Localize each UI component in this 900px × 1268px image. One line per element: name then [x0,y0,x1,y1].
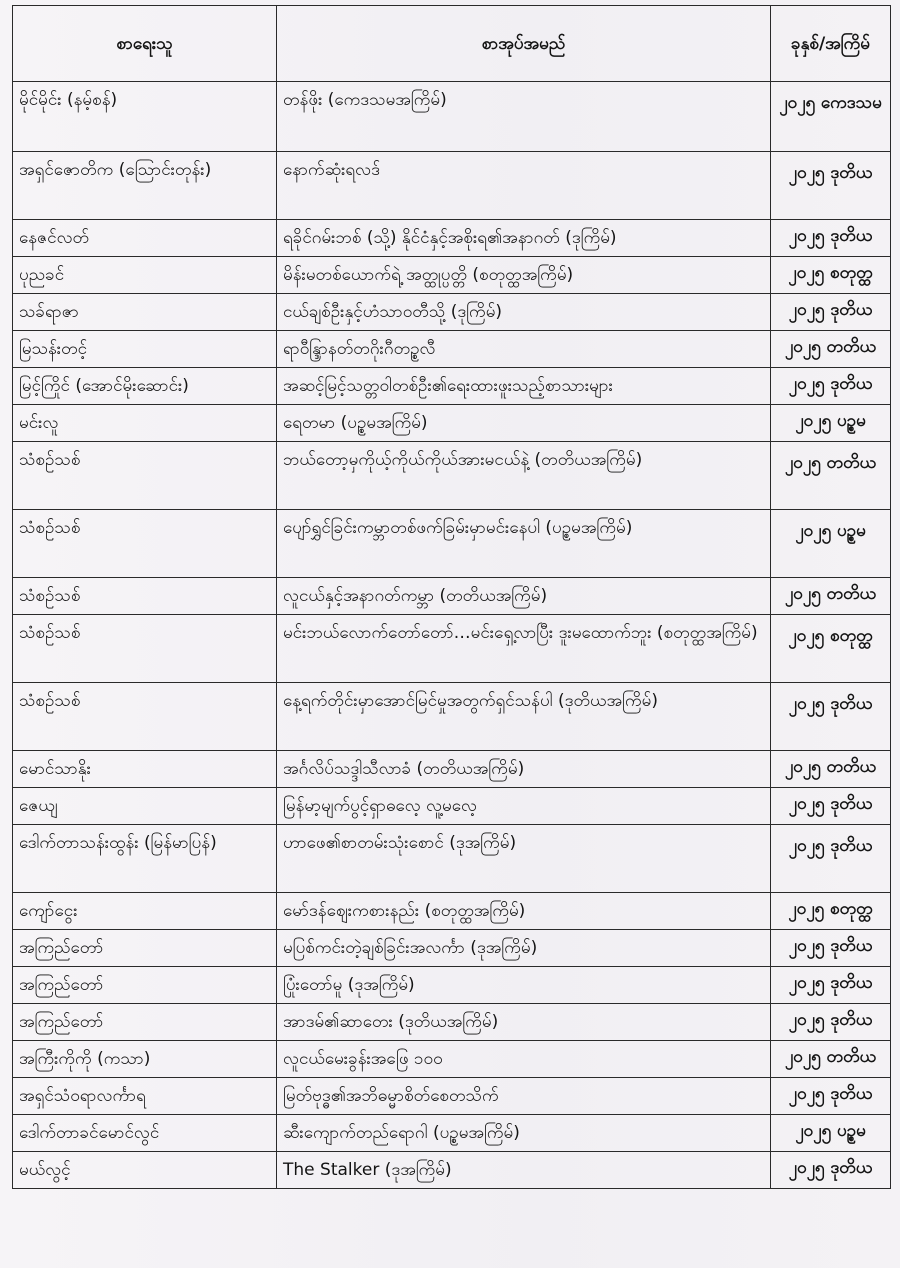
cell-title: မြန်မာ့မျက်ပွင့်ရှာဓလေ့ လူ့မလေ့ [277,788,771,825]
cell-edition: ၂၀၂၅ တတိယ [771,442,891,510]
cell-edition: ၂၀၂၅ တတိယ [771,578,891,615]
cell-author: မြင့်ကြိုင် (အောင်မိုးဆောင်း) [13,368,277,405]
cell-author: အရှင်ဇောတိက (သြောင်းတုန်း) [13,152,277,220]
cell-author: အကြီးကိုကို (ကသာ) [13,1041,277,1078]
cell-edition: ၂၀၂၅ ဒုတိယ [771,368,891,405]
cell-author: အကြည်တော် [13,967,277,1004]
cell-author: ဇေယျ [13,788,277,825]
cell-title: မိန်းမတစ်ယောက်ရဲ့ အတ္ထုပ္ပတ္တိ (စတုတ္ထအကြိမ်) [277,257,771,294]
table-row [13,1152,891,1189]
table-row [13,683,891,751]
book-list-table [12,5,891,1189]
header-author: စာရေးသူ [13,6,277,82]
cell-edition: ၂၀၂၅ ကေဒသမ [771,82,891,152]
cell-author: မောင်သာနိုး [13,751,277,788]
header-title: စာအုပ်အမည် [277,6,771,82]
cell-title: ရာဝီန္ဒြာနတ်တဂိုးဂီတဥ္စလီ [277,331,771,368]
cell-author: သခ်ရာဇာ [13,294,277,331]
cell-edition: ၂၀၂၅ ဒုတိယ [771,683,891,751]
table-row [13,257,891,294]
table-row [13,510,891,578]
cell-author: အရှင်သံဝရာလင်္ကာရ [13,1078,277,1115]
table-row [13,294,891,331]
cell-title: နောက်ဆုံးရလဒ် [277,152,771,220]
cell-author: သံစဉ်သစ် [13,683,277,751]
cell-edition: ၂၀၂၅ ဒုတိယ [771,152,891,220]
table-row [13,220,891,257]
cell-author: သံစဉ်သစ် [13,578,277,615]
table-row [13,331,891,368]
cell-title: နေ့ရက်တိုင်းမှာအောင်မြင်မှုအတွက်ရှင်သန်ပါ (ဒုတိယအကြိမ်) [277,683,771,751]
cell-title: The Stalker (ဒုအကြိမ်) [277,1152,771,1189]
cell-author: အကြည်တော် [13,930,277,967]
cell-title: ပြုံးတော်မူ (ဒုအကြိမ်) [277,967,771,1004]
table-row [13,1004,891,1041]
cell-title: ပျော်ရွှင်ခြင်းကမ္ဘာတစ်ဖက်ခြမ်းမှာမင်းနေပါ (ပဥ္စမအကြိမ်) [277,510,771,578]
cell-edition: ၂၀၂၅ စတုတ္ထ [771,893,891,930]
table-row [13,788,891,825]
cell-author: သံစဉ်သစ် [13,442,277,510]
table-row [13,751,891,788]
table-row [13,825,891,893]
cell-edition: ၂၀၂၅ ဒုတိယ [771,1152,891,1189]
cell-title: လူငယ်နှင့်အနာဂတ်ကမ္ဘာ (တတိယအကြိမ်) [277,578,771,615]
table-row [13,1078,891,1115]
cell-edition: ၂၀၂၅ ဒုတိယ [771,825,891,893]
table-header-row [13,6,891,82]
cell-title: ရခိုင်ဂမ်းဘစ် (သို့) နိုင်ငံနှင့်အစိုးရ၏အနာဂတ် (ဒုကြိမ်) [277,220,771,257]
cell-edition: ၂၀၂၅ စတုတ္ထ [771,257,891,294]
cell-edition: ၂၀၂၅ ဒုတိယ [771,788,891,825]
table-row [13,442,891,510]
table-row [13,615,891,683]
cell-title: မပြစ်ကင်းတဲ့ချစ်ခြင်းအလင်္ကာ (ဒုအကြိမ်) [277,930,771,967]
cell-author: မိုင်မိုင်း (နမ့်စန်) [13,82,277,152]
cell-edition: ၂၀၂၅ တတိယ [771,751,891,788]
table-row [13,368,891,405]
cell-title: ငယ်ချစ်ဦးနှင့်ဟံသာဝတီသို့ (ဒုကြိမ်) [277,294,771,331]
cell-author: ပုညခင် [13,257,277,294]
cell-title: ဆီးကျောက်တည်ရောဂါ (ပဥ္စမအကြိမ်) [277,1115,771,1152]
table-row [13,82,891,152]
cell-edition: ၂၀၂၅ တတိယ [771,1041,891,1078]
cell-edition: ၂၀၂၅ ဒုတိယ [771,220,891,257]
cell-author: ကျော်ငွေး [13,893,277,930]
cell-edition: ၂၀၂၅ ပဥ္စမ [771,405,891,442]
table-row [13,405,891,442]
cell-author: အကြည်တော် [13,1004,277,1041]
table-row [13,1115,891,1152]
table-row [13,893,891,930]
cell-author: ဒေါက်တာသန်းထွန်း (မြန်မာပြန်) [13,825,277,893]
cell-title: တန်ဖိုး (ကေဒသမအကြိမ်) [277,82,771,152]
cell-title: အဆင့်မြင့်သတ္တဝါတစ်ဦး၏ရေးထားဖူးသည့်စာသားများ [277,368,771,405]
header-edition: ခုနှစ်/အကြိမ် [771,6,891,82]
cell-author: နေဇင်လတ် [13,220,277,257]
cell-edition: ၂၀၂၅ ဒုတိယ [771,967,891,1004]
cell-title: အင်္ဂလိပ်သဒ္ဒါသီလာခံ (တတိယအကြိမ်) [277,751,771,788]
table-row [13,1041,891,1078]
table-row [13,967,891,1004]
cell-title: လူငယ်မေးခွန်းအဖြေ ၁၀၀ [277,1041,771,1078]
cell-edition: ၂၀၂၅ ဒုတိယ [771,1004,891,1041]
cell-edition: ၂၀၂၅ ပဥ္စမ [771,510,891,578]
cell-edition: ၂၀၂၅ ဒုတိယ [771,930,891,967]
cell-author: မင်းလူ [13,405,277,442]
cell-author: မြသန်းတင့် [13,331,277,368]
cell-edition: ၂၀၂၅ ပဥ္စမ [771,1115,891,1152]
cell-title: အာဒမ်၏ဆာတေး (ဒုတိယအကြိမ်) [277,1004,771,1041]
cell-author: သံစဉ်သစ် [13,615,277,683]
cell-title: မင်းဘယ်လောက်တော်တော်…မင်းရှေ့လာပြီး ဒူးမထောက်ဘူး (စတုတ္ထအကြိမ်) [277,615,771,683]
cell-edition: ၂၀၂၅ ဒုတိယ [771,1078,891,1115]
table-row [13,930,891,967]
table-row [13,152,891,220]
cell-title: ရေတမာ (ပဥ္စမအကြိမ်) [277,405,771,442]
table-row [13,578,891,615]
cell-author: မယ်လွင့် [13,1152,277,1189]
cell-edition: ၂၀၂၅ ဒုတိယ [771,294,891,331]
cell-author: ဒေါက်တာခင်မောင်လွင် [13,1115,277,1152]
cell-title: မြတ်ဗုဒ္ဓ၏အဘိဓမ္မာစိတ်စေတသိက် [277,1078,771,1115]
cell-title: မော်ဒန်ဈေးကစားနည်း (စတုတ္ထအကြိမ်) [277,893,771,930]
cell-edition: ၂၀၂၅ စတုတ္ထ [771,615,891,683]
cell-title: ဘယ်တော့မှကိုယ့်ကိုယ်ကိုယ်အားမငယ်နဲ့ (တတိယအကြိမ်) [277,442,771,510]
cell-edition: ၂၀၂၅ တတိယ [771,331,891,368]
cell-title: ဟာဖေ၏စာတမ်းသုံးစောင် (ဒုအကြိမ်) [277,825,771,893]
cell-author: သံစဉ်သစ် [13,510,277,578]
